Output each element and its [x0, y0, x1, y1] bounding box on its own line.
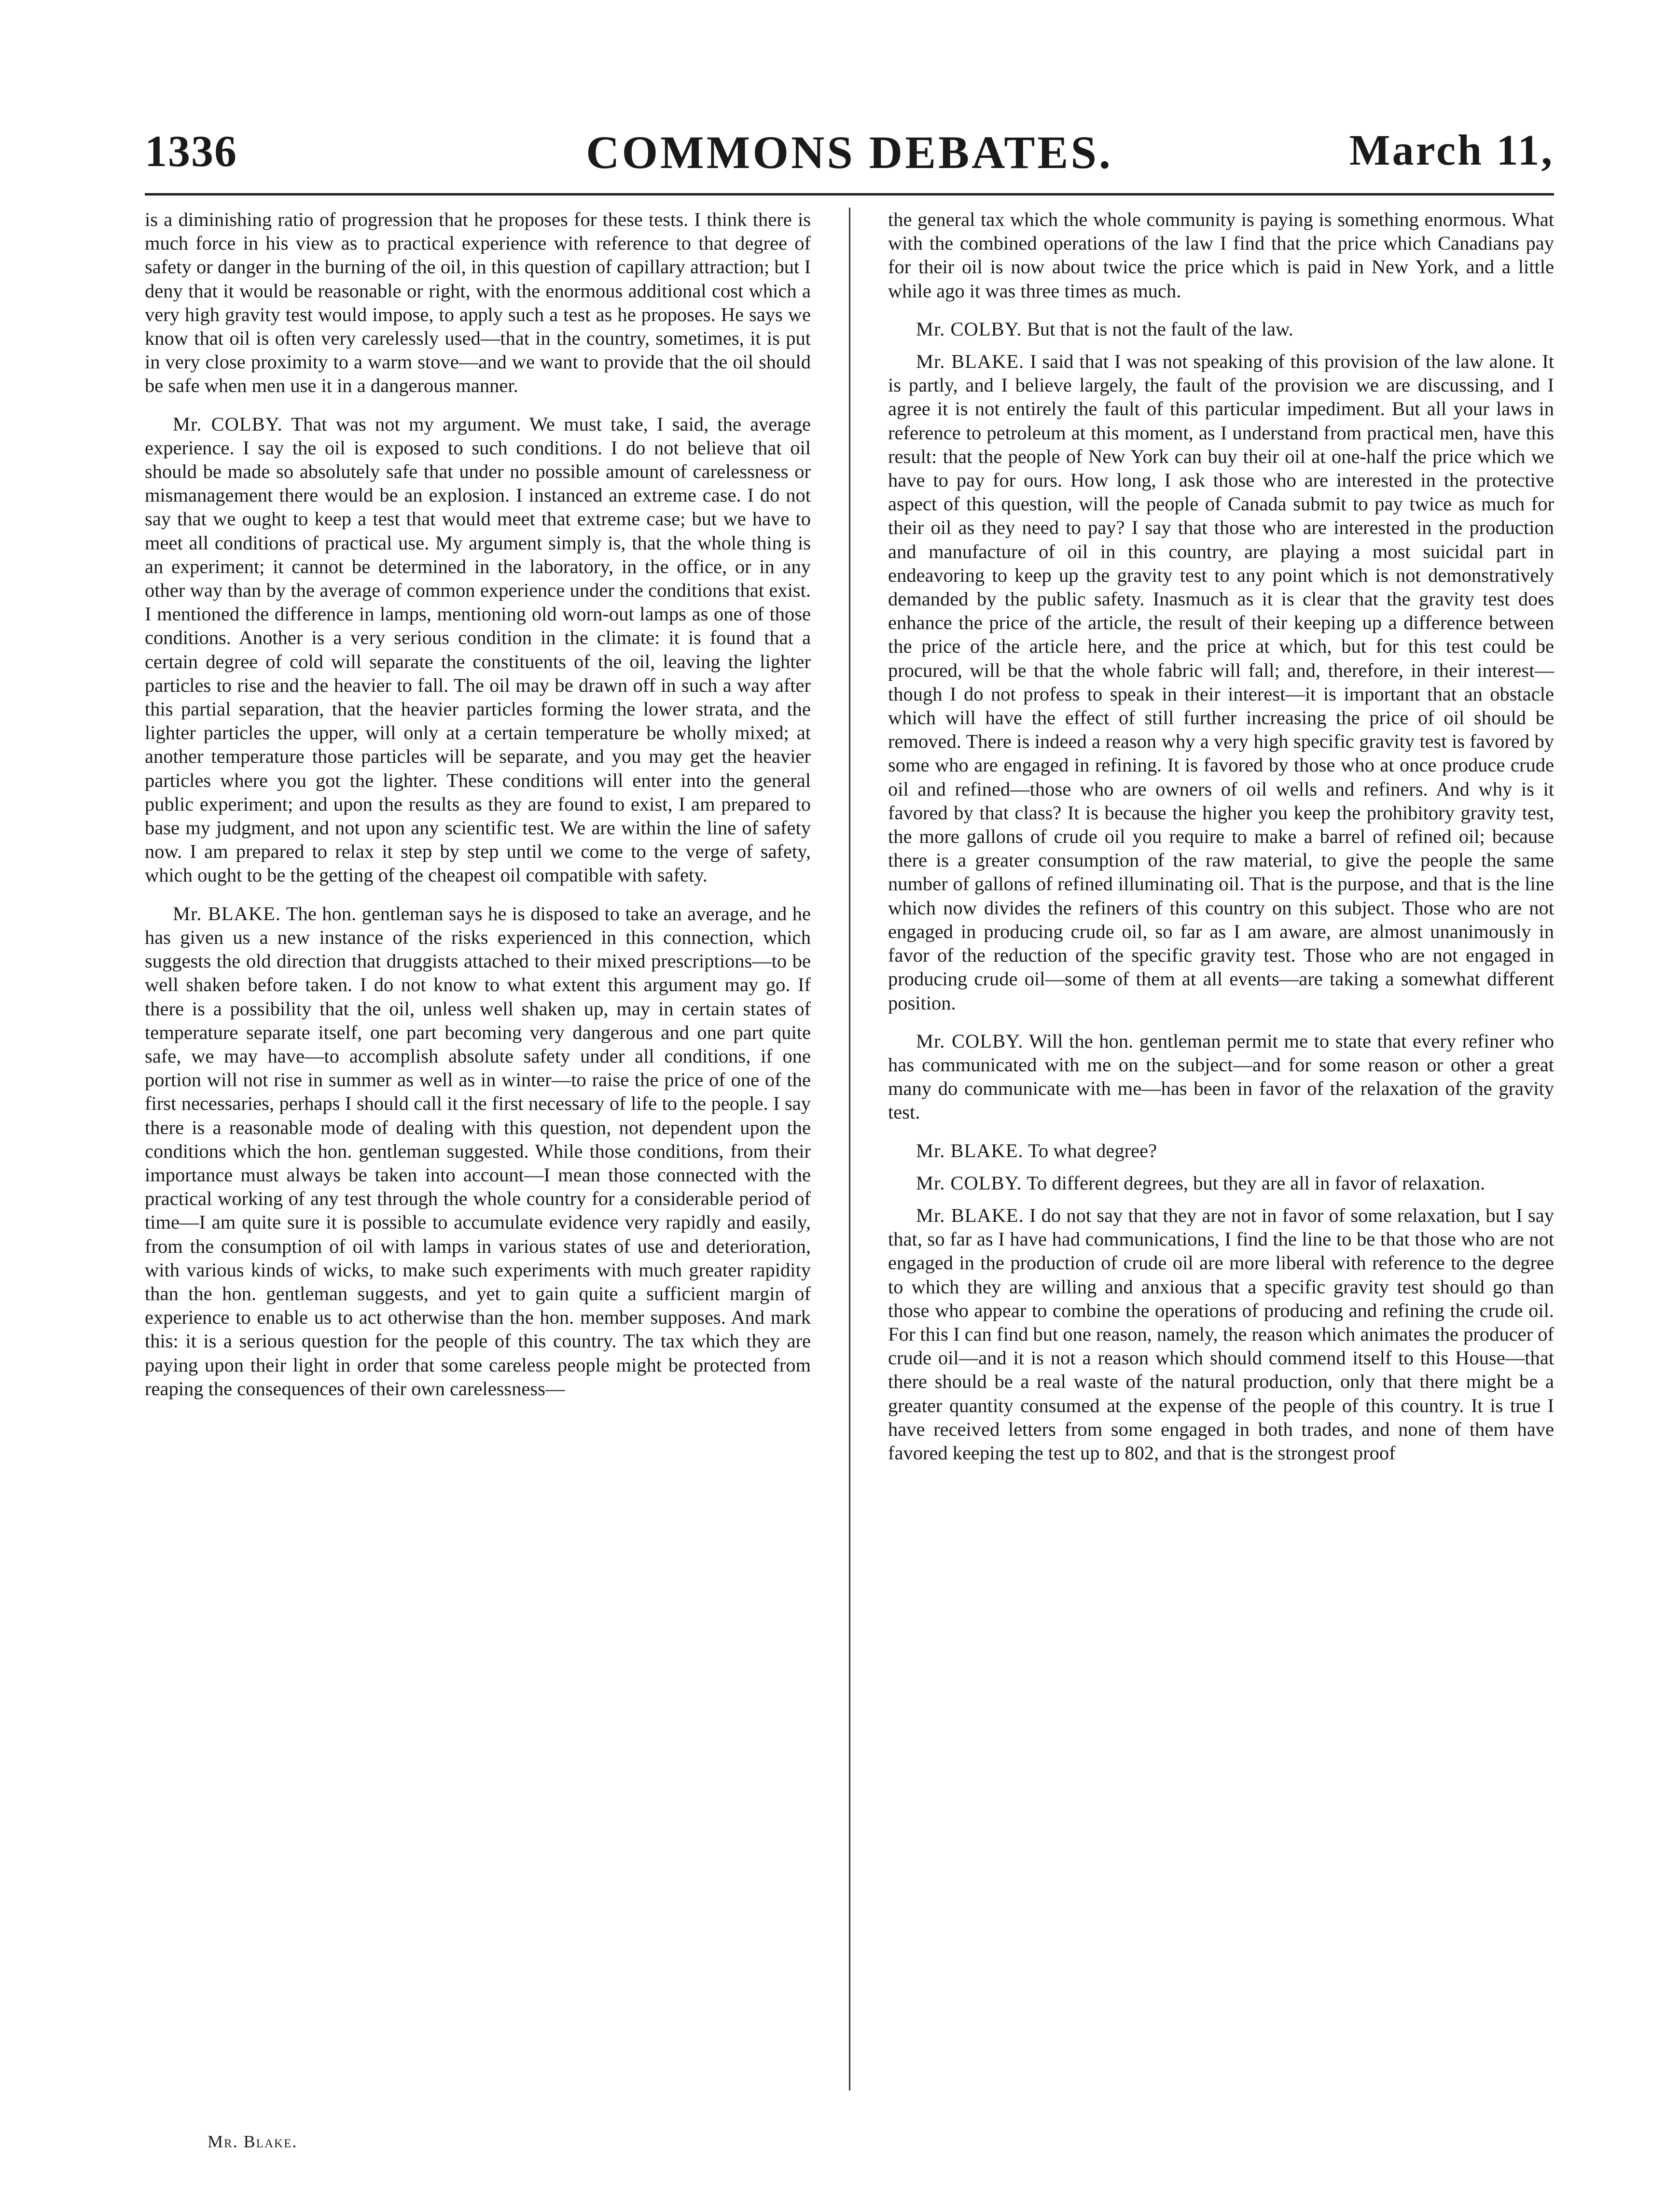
- paragraph: [888, 317, 1554, 341]
- speaker-name: Mr. COLBY.: [916, 1172, 1022, 1194]
- speaker-name: Mr. COLBY.: [173, 413, 283, 435]
- left-column: [145, 208, 811, 1415]
- paragraph: [888, 1029, 1554, 1124]
- paragraph-text: To what degree?: [1028, 1139, 1157, 1162]
- text-columns: [145, 208, 1554, 2163]
- paragraph: [888, 208, 1554, 303]
- speaker-name: Mr. BLAKE.: [916, 1204, 1024, 1226]
- paragraph-text: I said that I was not speaking of this provision of the law alone. It is partly, and I believe largely, the fault of the provision we are discussing, and I agree it is not entirely the fault of this particular impediment. But all your laws in reference to petroleum at this moment, as I understand from practical men, have this result: that the people of New York can buy their oil at one-half the price which we have to pay for ours. How long, I ask those who are interested in the protective aspect of this question, will the people of Canada submit to pay twice as much for their oil as they need to pay? I say that those who are interested in the production and manufacture of oil in this country, are playing a most suicidal part in endeavoring to keep up the gravity test to any point which is not demonstratively demanded by the public safety. Inasmuch as it is clear that the gravity test does enhance the price of the article, the result of their keeping up a difference between the price of the article here, and the price at which, but for this test could be procured, will be that the whole fabric will fall; and, therefore, in their interest—though I do not profess to speak in their interest—it is important that an obstacle which will have the effect of still further increasing the price of oil should be removed. There is indeed a reason why a very high specific gravity test is favored by some who are engaged in refining. It is favored by those who at once produce crude oil and refined—those who are owners of oil wells and refiners. And why is it favored by that class? It is because the higher you keep the prohibitory gravity test, the more gallons of crude oil you require to make a barrel of refined oil; because there is a greater consumption of the raw material, to give the people the same number of gallons of refined illuminating oil. That is the purpose, and that is the line which now divides the refiners of this country on this subject. Those who are not engaged in producing crude oil, so far as I am aware, are almost unanimously in favor of the reduction of the specific gravity test. Those who are not engaged in producing crude oil—some of them at all events—are taking a somewhat different position.: [888, 350, 1555, 1014]
- page-header: [145, 116, 1554, 196]
- speaker-name: Mr. BLAKE.: [916, 1139, 1024, 1162]
- paragraph: [145, 902, 811, 1400]
- paragraph-text: The hon. gentleman says he is disposed to take an average, and he has given us a new instance of the risks experienced in this connection, which suggests the old direction that druggists attached to their mixed prescriptions—to be well shaken before taken. I do not know to what extent this argument may go. If there is a possibility that the oil, unless well shaken up, may in certain states of temperature separate itself, one part becoming very dangerous and one part quite safe, we may have—to accomplish absolute safety under all conditions, if one portion will not rise in summer as well as in winter—to raise the price of one of the first necessaries, perhaps I should call it the first necessary of life to the people. I say there is a reasonable mode of dealing with this question, not dependent upon the conditions which the hon. gentleman suggested. While those conditions, from their importance must always be taken into account—I mean those connected with the practical working of any test through the whole country for a considerable period of time—I am quite sure it is possible to accumulate evidence very rapidly and easily, from the consumption of oil with lamps in various states of use and deterioration, with various kinds of wicks, to make such experiments with much greater rapidity than the hon. gentleman suggests, and yet to gain quite a sufficient margin of experience to enable us to act otherwise than the hon. member supposes. And mark this: it is a serious question for the people of this country. The tax which they are paying upon their light in order that some careless people might be protected from reaping the consequences of their own carelessness—: [145, 902, 811, 1400]
- paragraph-text: the general tax which the whole community is paying is something enormous. What with the combined operations of the law I find that the price which Canadians pay for their oil is now about twice the price which is paid in New York, and a little while ago it was three times as much.: [888, 209, 1554, 302]
- page: [145, 116, 1554, 2163]
- speaker-name: Mr. COLBY.: [916, 318, 1022, 340]
- catchword: Mr. Blake.: [208, 2132, 298, 2151]
- paragraph: [888, 350, 1554, 1015]
- paragraph-text: is a diminishing ratio of progression that he proposes for these tests. I think there is much force in his view as to practical experience with reference to that degree of safety or danger in the burning of the oil, in this question of capillary attraction; but I deny that it would be reasonable or right, with the enormous additional cost which a very high gravity test would impose, to apply such a test as he proposes. He says we know that oil is often very carelessly used—that in the country, sometimes, it is put in very close proximity to a warm stove—and we want to provide that the oil should be safe when men use it in a dangerous manner.: [145, 209, 811, 397]
- right-column: [888, 208, 1554, 1479]
- column-divider: [849, 208, 850, 2090]
- paragraph-text: To different degrees, but they are all in favor of relaxation.: [1027, 1172, 1486, 1194]
- speaker-name: Mr. BLAKE.: [173, 902, 281, 924]
- speaker-name: Mr. COLBY.: [916, 1030, 1024, 1052]
- paragraph: [888, 1171, 1554, 1195]
- page-number: 1336: [145, 126, 237, 176]
- page-title: COMMONS DEBATES.: [586, 126, 1113, 178]
- paragraph-text: That was not my argument. We must take, I said, the average experience. I say the oil is exposed to such conditions. I do not believe that oil should be made so absolutely safe that under no possible amount of carelessness or mismanagement there would be an explosion. I instanced an extreme case. I do not say that we ought to keep a test that would meet that extreme case; but we have to meet all conditions of practical use. My argument simply is, that the whole thing is an experiment; it cannot be determined in the laboratory, in the office, or in any other way than by the average of common experience under the conditions that exist. I mentioned the difference in lamps, mentioning old worn-out lamps as one of those conditions. Another is a very serious condition in the climate: it is found that a certain degree of cold will separate the constituents of the oil, leaving the lighter particles to rise and the heavier to fall. The oil may be drawn off in such a way after this partial separation, that the heavier particles forming the lower strata, and the lighter particles the upper, will only at a certain temperature be wholly mixed; at another temperature those particles will be separate, and you may get the heavier particles where you got the lighter. These conditions will enter into the general public experiment; and upon the results as they are found to exist, I am prepared to base my judgment, and not upon any scientific test. We are within the line of safety now. I am prepared to relax it step by step until we come to the verge of safety, which ought to be the getting of the cheapest oil compatible with safety.: [145, 413, 811, 886]
- paragraph-text: But that is not the fault of the law.: [1027, 318, 1293, 340]
- paragraph-text: Will the hon. gentleman permit me to state that every refiner who has communicated with me on the subject—and for some reason or other a great many do communicate with me—has been in favor of the relaxation of the gravity test.: [888, 1030, 1554, 1123]
- paragraph: [888, 1139, 1554, 1162]
- paragraph-text: I do not say that they are not in favor of some relaxation, but I say that, so far as I have had communications, I find the line to be that those who are not engaged in the production of crude oil are more liberal with reference to the degree to which they are willing and anxious that a specific gravity test should go than those who appear to combine the operations of producing and refining the crude oil. For this I can find but one reason, namely, the reason which animates the producer of crude oil—and it is not a reason which should commend itself to this House—that there should be a real waste of the natural production, only that there might be a greater quantity consumed at the expense of the people of this country. It is true I have received letters from some engaged in both trades, and none of them have favored keeping the test up to 802, and that is the strongest proof: [888, 1204, 1555, 1464]
- paragraph: [145, 208, 811, 398]
- paragraph: [888, 1204, 1554, 1465]
- paragraph: [145, 412, 811, 887]
- page-date: March 11,: [1349, 126, 1554, 174]
- speaker-name: Mr. BLAKE.: [916, 350, 1025, 373]
